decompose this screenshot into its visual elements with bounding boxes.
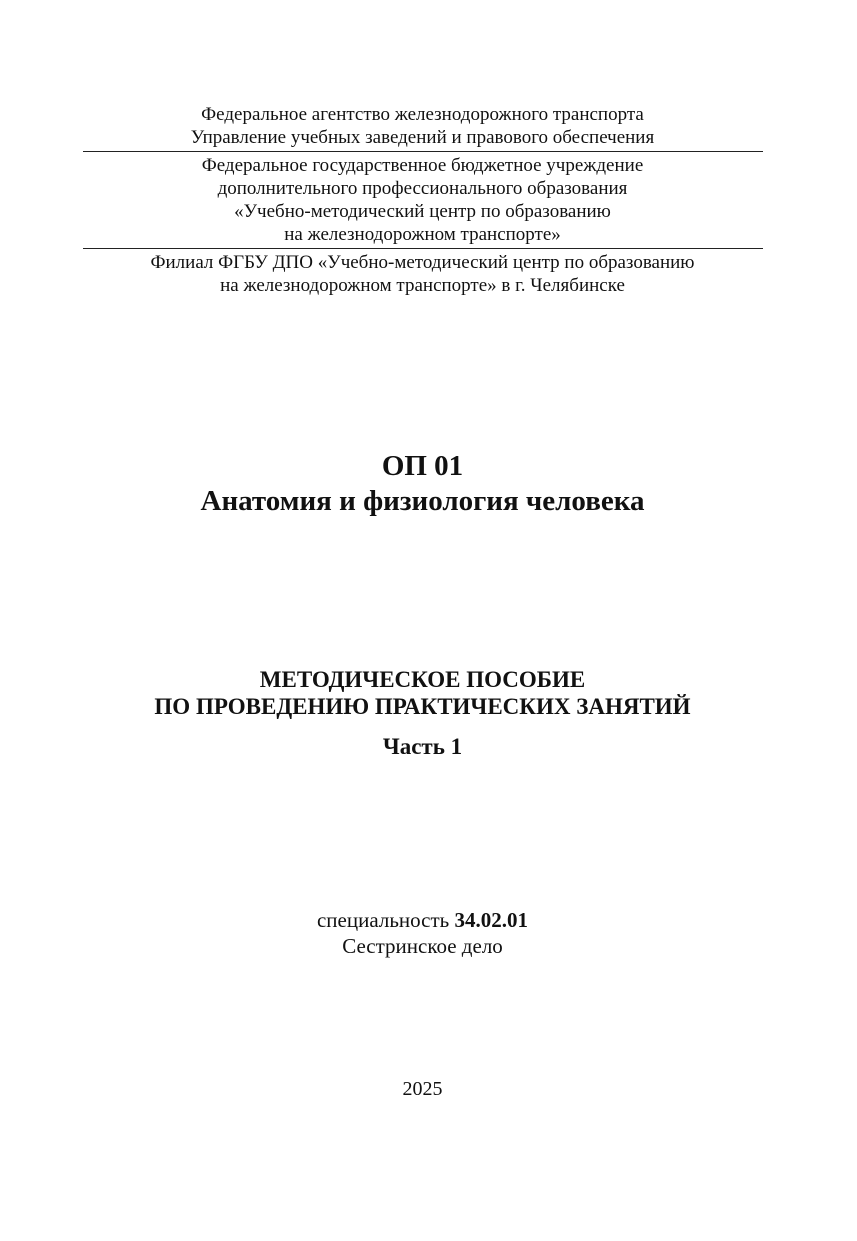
- specialty-code: 34.02.01: [454, 908, 528, 932]
- part-number: Часть 1: [382, 734, 463, 759]
- document-title: [0, 449, 845, 519]
- course-code: ОП 01: [381, 450, 464, 482]
- specialty-label: специальность: [316, 908, 450, 932]
- specialty-name: Сестринское дело: [342, 934, 503, 958]
- institution-line: Федеральное государственное бюджетное учреждение: [201, 155, 644, 176]
- subtitle-line: МЕТОДИЧЕСКОЕ ПОСОБИЕ: [259, 667, 586, 692]
- header-divider: [83, 248, 763, 249]
- branch-line: Филиал ФГБУ ДПО «Учебно-методический центр по образованию: [150, 252, 695, 273]
- subtitle-line: ПО ПРОВЕДЕНИЮ ПРАКТИЧЕСКИХ ЗАНЯТИЙ: [154, 694, 691, 719]
- branch-line: на железнодорожном транспорте» в г. Челябинске: [220, 275, 625, 296]
- institution-line: на железнодорожном транспорте»: [284, 224, 561, 245]
- header-divider: [83, 151, 763, 152]
- publication-year: [0, 1078, 845, 1101]
- institution-line: «Учебно-методический центр по образованию: [234, 201, 611, 222]
- specialty-block: [0, 907, 845, 959]
- agency-header: [0, 103, 845, 149]
- institution-line: дополнительного профессионального образования: [217, 178, 628, 199]
- year-text: 2025: [402, 1078, 443, 1100]
- agency-line: Управление учебных заведений и правового обеспечения: [190, 127, 655, 148]
- part-label: [0, 734, 845, 760]
- course-name: Анатомия и физиология человека: [200, 485, 645, 517]
- institution-header: [0, 154, 845, 246]
- agency-line: Федеральное агентство железнодорожного транспорта: [201, 104, 644, 125]
- branch-header: [0, 251, 845, 297]
- specialty-line: [0, 907, 845, 933]
- document-subtitle: [0, 666, 845, 720]
